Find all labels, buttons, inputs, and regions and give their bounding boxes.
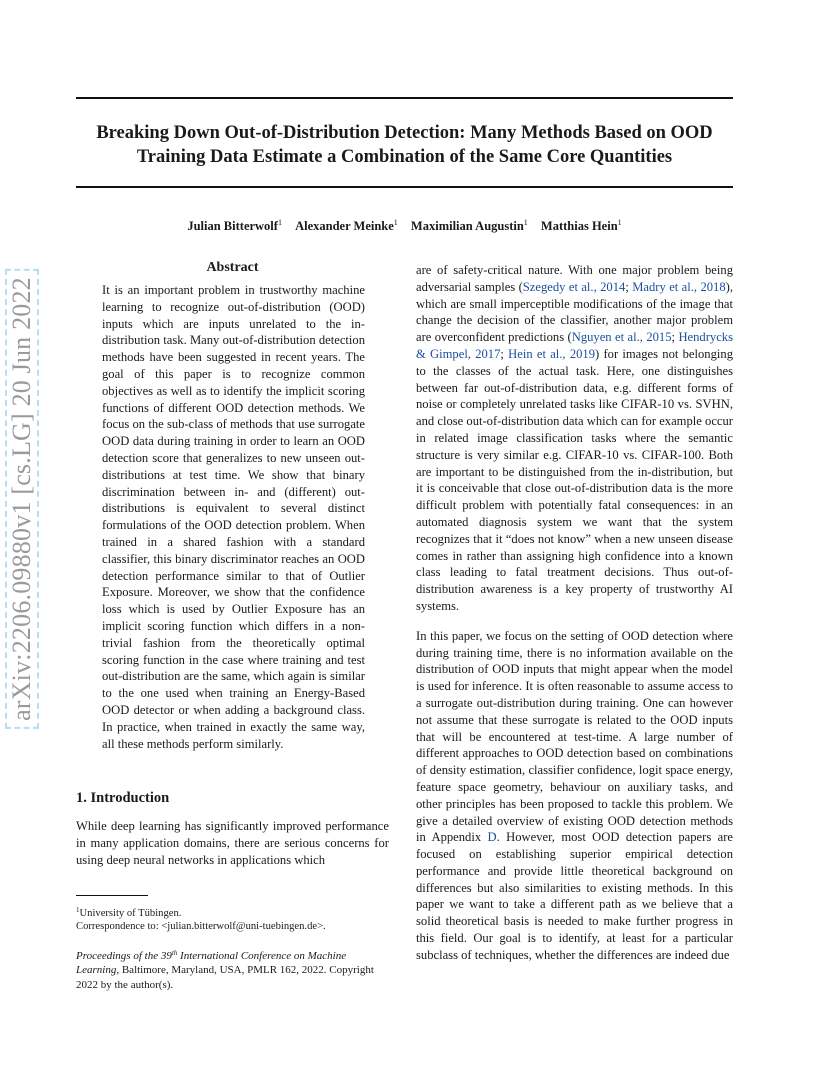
proceedings-conference: International Conference on Machine Learning bbox=[76, 949, 347, 977]
author-affiliation-mark: 1 bbox=[277, 218, 282, 227]
introduction-text: While deep learning has significantly improved performance in many application domains, there are serious concerns for using deep neural networks in applications which bbox=[76, 819, 389, 867]
proceedings-note bbox=[76, 946, 389, 993]
proceedings-ordinal: th bbox=[171, 948, 178, 957]
citation-link[interactable]: Hendrycks & Gimpel, 2017 bbox=[416, 330, 733, 361]
intro-paragraph-2: In this paper, we focus on the setting of OOD detection where during training time, there is no information available on the distribution of OOD inputs that might appear when the model is used for inference. It is often reasonable to assume access to a surrogate out-distribution during training. One can however not assume that these surrogate is related to the OOD inputs that will be encountered at test-time. A large number of different approaches to OOD detection based on combinations of density estimation, classifier confidence, logit space energy, feature space geometry, behaviour on auxiliary tasks, and other principles has been proposed to tackle this problem. We give a detailed overview of existing OOD detection methods in Appendix D. However, most OOD detection papers are focused on establishing superior empirical detection performance and provide little theoretical background on differences but also similarities to existing methods. In this paper we want to take a different path as we believe that a solid theoretical basis is needed to make further progress in this field. Our goal is to identify, at least for a particular subclass of techniques, whether the differences are indeed due bbox=[416, 628, 733, 962]
left-column bbox=[76, 258, 389, 992]
intro-paragraph-1: are of safety-critical nature. With one major problem being adversarial samples (Szegedy et al., 2014; Madry et al., 2018), which are small imperceptible modifications of the image that change the decision of the classifier, another major problem are overconfident predictions (Nguyen et al., 2015; Hendrycks & Gimpel, 2017; Hein et al., 2019) for images not belonging to the classes of the actual task. Here, one distinguishes between far out-of-distribution data, e.g. different forms of noise or completely unrelated tasks like CIFAR-10 vs. SVHN, and close out-of-distribution data which can for example occur in related image classification tasks where the semantic structure is very similar e.g. CIFAR-10 vs. CIFAR-100. Both are important to be distinguished from the in-distribution, but it is conceivable that close out-of-distribution data is the more difficult problem with potentially fatal consequences: in an automated diagnosis system we want that the system recognizes that it “does not know” when a new unseen disease comes in rather than assigning high confidence into a known class leading to fatal treatment decisions. Thus out-of-distribution awareness is a key property of trustworthy AI systems. bbox=[416, 263, 733, 613]
author-list bbox=[76, 214, 733, 235]
author-name: Alexander Meinke bbox=[295, 219, 394, 233]
author-affiliation-mark: 1 bbox=[523, 218, 528, 227]
citation-link[interactable]: Szegedy et al., 2014 bbox=[522, 279, 626, 294]
paper-title bbox=[76, 121, 733, 169]
footnote-affiliation bbox=[76, 904, 389, 921]
author bbox=[295, 219, 398, 233]
introduction-heading: 1. Introduction bbox=[76, 790, 170, 807]
citation-link[interactable]: Nguyen et al., 2015 bbox=[571, 330, 672, 345]
citation-link[interactable]: Madry et al., 2018 bbox=[632, 279, 726, 294]
author-name: Julian Bitterwolf bbox=[187, 219, 278, 233]
title-rule-top bbox=[76, 97, 733, 99]
arxiv-identifier[interactable]: arXiv:2206.09880v1 [cs.LG] 20 Jun 2022 bbox=[5, 269, 39, 729]
author bbox=[411, 219, 528, 233]
footnote-affiliation-text: University of Tübingen. bbox=[79, 907, 182, 919]
abstract-text: It is an important problem in trustworthy machine learning to recognize out-of-distribution (OOD) inputs which are inputs unrelated to the in-distribution task. Many out-of-distribution detection methods have been suggested in recent years. The goal of this paper is to recognize common objectives as well as to identify the implicit scoring functions of different OOD detection methods. We focus on the sub-class of methods that use surrogate OOD data during training in order to learn an OOD detection score that generalizes to new unseen out-distributions at test time. We show that binary discrimination between in- and (different) out-distributions is equivalent to several distinct formulations of the OOD detection problem. When trained in a shared fashion with a standard classifier, this binary discriminator reaches an OOD detection performance similar to that of Outlier Exposure. Moreover, we show that the confidence loss which is used by Outlier Exposure has an implicit scoring function which differs in a non-trivial fashion from the theoretically optimal scoring function in the case where training and test out-distribution are the same, which again is similar to the one used when training an Energy-Based OOD detector or when adding a background class. In practice, when trained in exactly the same way, all these methods perform similarly. bbox=[102, 283, 365, 751]
appendix-link[interactable]: D bbox=[487, 830, 497, 845]
proceedings-prefix: Proceedings of the 39 bbox=[76, 949, 172, 962]
footnote-correspondence: Correspondence to: <julian.bitterwolf@uni-tuebingen.de>. bbox=[76, 921, 326, 933]
right-column bbox=[416, 262, 733, 964]
footnote-divider bbox=[76, 895, 148, 896]
paper-title-line-1: Breaking Down Out-of-Distribution Detection: Many Methods Based on OOD bbox=[96, 123, 713, 143]
author-affiliation-mark: 1 bbox=[617, 218, 622, 227]
author-name: Matthias Hein bbox=[540, 219, 618, 233]
arxiv-stamp bbox=[0, 0, 42, 1072]
author bbox=[541, 219, 622, 233]
title-rule-bottom bbox=[76, 186, 733, 188]
author-affiliation-mark: 1 bbox=[393, 218, 398, 227]
proceedings-details: , Baltimore, Maryland, USA, PMLR 162, 2022. Copyright 2022 by the author(s). bbox=[76, 964, 374, 991]
author bbox=[187, 219, 282, 233]
citation-link[interactable]: Hein et al., 2019 bbox=[508, 346, 596, 361]
paper-title-line-2: Training Data Estimate a Combination of the Same Core Quantities bbox=[136, 147, 673, 167]
footnote-mark: 1 bbox=[76, 905, 80, 914]
abstract-heading: Abstract bbox=[206, 260, 259, 275]
author-name: Maximilian Augustin bbox=[410, 219, 524, 233]
